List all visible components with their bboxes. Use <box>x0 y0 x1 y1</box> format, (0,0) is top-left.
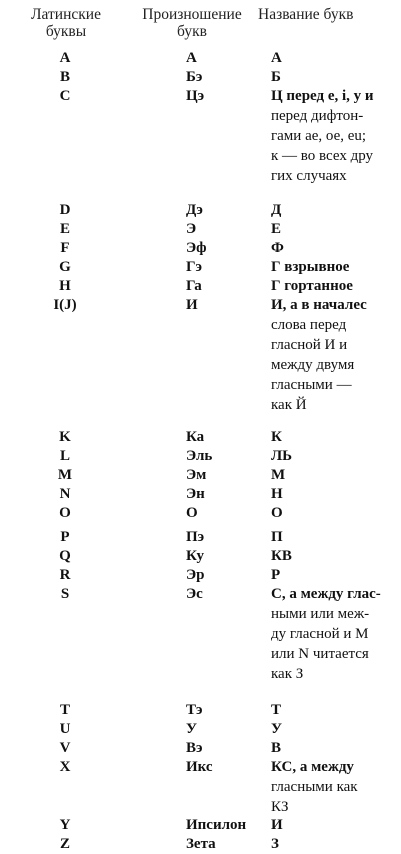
header-pronunciation-line-1: Произношение <box>142 6 242 23</box>
letter-pronunciation: Икс <box>186 759 213 775</box>
letter-pronunciation: Ку <box>186 548 205 564</box>
letter-name-line: ными или меж- <box>271 606 370 622</box>
letter-name-line: У <box>271 721 283 737</box>
letter-name <box>271 584 397 684</box>
letter-name <box>271 546 397 566</box>
latin-letter: T <box>59 702 70 718</box>
latin-letter: H <box>59 278 71 294</box>
latin-letter: L <box>59 448 70 464</box>
letter-name <box>271 86 397 186</box>
letter-name <box>271 757 397 817</box>
header-latin-line-1: Латинские <box>31 6 101 23</box>
letter-name-line: Р <box>271 567 281 583</box>
letter-pronunciation: Ка <box>186 429 205 445</box>
header-letter-name: Название букв <box>258 6 354 23</box>
letter-name <box>271 200 397 220</box>
letter-pronunciation: Э <box>186 221 197 237</box>
letter-name-line: Е <box>271 221 282 237</box>
latin-letter: F <box>60 240 70 256</box>
header-latin-line-2: буквы <box>45 23 87 40</box>
letter-name <box>271 527 397 547</box>
letter-name-line: П <box>271 529 283 545</box>
latin-letter: O <box>59 505 71 521</box>
letter-name-line: гласными как <box>271 779 358 795</box>
latin-letter: E <box>59 221 70 237</box>
letter-pronunciation: Бэ <box>186 69 203 85</box>
letter-name-line: гих случаях <box>271 168 347 184</box>
letter-name <box>271 484 397 504</box>
letter-name-line: гласной И и <box>271 337 348 353</box>
letter-name-line: как З <box>271 666 304 682</box>
letter-pronunciation: Цэ <box>186 88 205 104</box>
latin-letter: Y <box>59 817 71 833</box>
letter-pronunciation: Пэ <box>186 529 205 545</box>
latin-letter: M <box>57 467 73 483</box>
letter-pronunciation: А <box>186 50 197 66</box>
latin-letter: V <box>59 740 71 756</box>
letter-name <box>271 276 397 296</box>
letter-name-line: как Й <box>271 397 307 413</box>
letter-name <box>271 446 397 466</box>
latin-letter: P <box>60 529 70 545</box>
letter-pronunciation: У <box>186 721 198 737</box>
letter-name-line: З <box>271 836 279 852</box>
latin-letter: A <box>59 50 71 66</box>
letter-name-line: С, а между глас- <box>271 586 381 602</box>
latin-letter: G <box>59 259 71 275</box>
letter-name <box>271 219 397 239</box>
letter-name <box>271 503 397 523</box>
letter-name-line: к — во всех дру <box>271 148 373 164</box>
letter-pronunciation: Эф <box>186 240 207 256</box>
letter-name <box>271 295 397 415</box>
letter-name <box>271 700 397 720</box>
header-pronunciation <box>128 6 256 40</box>
letter-name-line: В <box>271 740 282 756</box>
letter-name-line: Г взрывное <box>271 259 350 275</box>
letter-pronunciation: Ипсилон <box>186 817 247 833</box>
letter-name-line: И, а в началес <box>271 297 367 313</box>
latin-letter: N <box>59 486 71 502</box>
header-latin-letters <box>18 6 114 40</box>
letter-pronunciation: Дэ <box>186 202 203 218</box>
letter-name-line: Ц перед е, i, y и <box>271 88 374 104</box>
letter-pronunciation: Га <box>186 278 202 294</box>
letter-name-line: гами ае, ое, eu; <box>271 128 367 144</box>
letter-name-line: Ф <box>271 240 284 256</box>
letter-name-line: Т <box>271 702 282 718</box>
latin-letter: I(J) <box>53 297 77 313</box>
letter-name-line: КВ <box>271 548 292 564</box>
latin-letter: C <box>59 88 71 104</box>
letter-name <box>271 815 397 835</box>
letter-name <box>271 738 397 758</box>
letter-name-line: Н <box>271 486 283 502</box>
letter-name-line: перед дифтон- <box>271 108 364 124</box>
letter-pronunciation: О <box>186 505 198 521</box>
letter-name <box>271 565 397 585</box>
letter-name-line: или N читается <box>271 646 369 662</box>
latin-letter: U <box>59 721 71 737</box>
header-pronunciation-line-2: букв <box>177 23 207 40</box>
letter-pronunciation: Тэ <box>186 702 203 718</box>
letter-name-line: Д <box>271 202 282 218</box>
letter-name-line: ду гласной и М <box>271 626 369 642</box>
letter-name <box>271 67 397 87</box>
letter-name-line: О <box>271 505 283 521</box>
letter-pronunciation: Гэ <box>186 259 203 275</box>
letter-name-line: ЛЬ <box>271 448 293 464</box>
letter-name-line: А <box>271 50 282 66</box>
latin-letter: R <box>59 567 71 583</box>
letter-name <box>271 257 397 277</box>
letter-name-line: КЗ <box>271 799 289 815</box>
letter-name-line: Б <box>271 69 281 85</box>
latin-letter: Q <box>59 548 71 564</box>
letter-name <box>271 834 397 854</box>
letter-pronunciation: Эм <box>186 467 207 483</box>
letter-name <box>271 238 397 258</box>
letter-name <box>271 465 397 485</box>
letter-name <box>271 48 397 68</box>
latin-letter: D <box>59 202 71 218</box>
letter-pronunciation: Эр <box>186 567 205 583</box>
letter-pronunciation: Эн <box>186 486 205 502</box>
letter-name-line: К <box>271 429 282 445</box>
latin-letter: B <box>59 69 70 85</box>
letter-name-line: КС, а между <box>271 759 354 775</box>
letter-name-line: между двумя <box>271 357 355 373</box>
letter-pronunciation: Эс <box>186 586 203 602</box>
letter-pronunciation: Зета <box>186 836 216 852</box>
letter-pronunciation: Эль <box>186 448 213 464</box>
letter-name <box>271 427 397 447</box>
letter-name <box>271 719 397 739</box>
letter-name-line: И <box>271 817 283 833</box>
latin-letter: K <box>59 429 71 445</box>
latin-letter: S <box>60 586 70 602</box>
letter-name-line: Г гортанное <box>271 278 353 294</box>
letter-pronunciation: И <box>186 297 198 313</box>
latin-letter: Z <box>59 836 70 852</box>
letter-name-line: гласными — <box>271 377 352 393</box>
letter-name-line: М <box>271 467 286 483</box>
latin-letter: X <box>59 759 71 775</box>
letter-pronunciation: Вэ <box>186 740 203 756</box>
letter-name-line: слова перед <box>271 317 347 333</box>
